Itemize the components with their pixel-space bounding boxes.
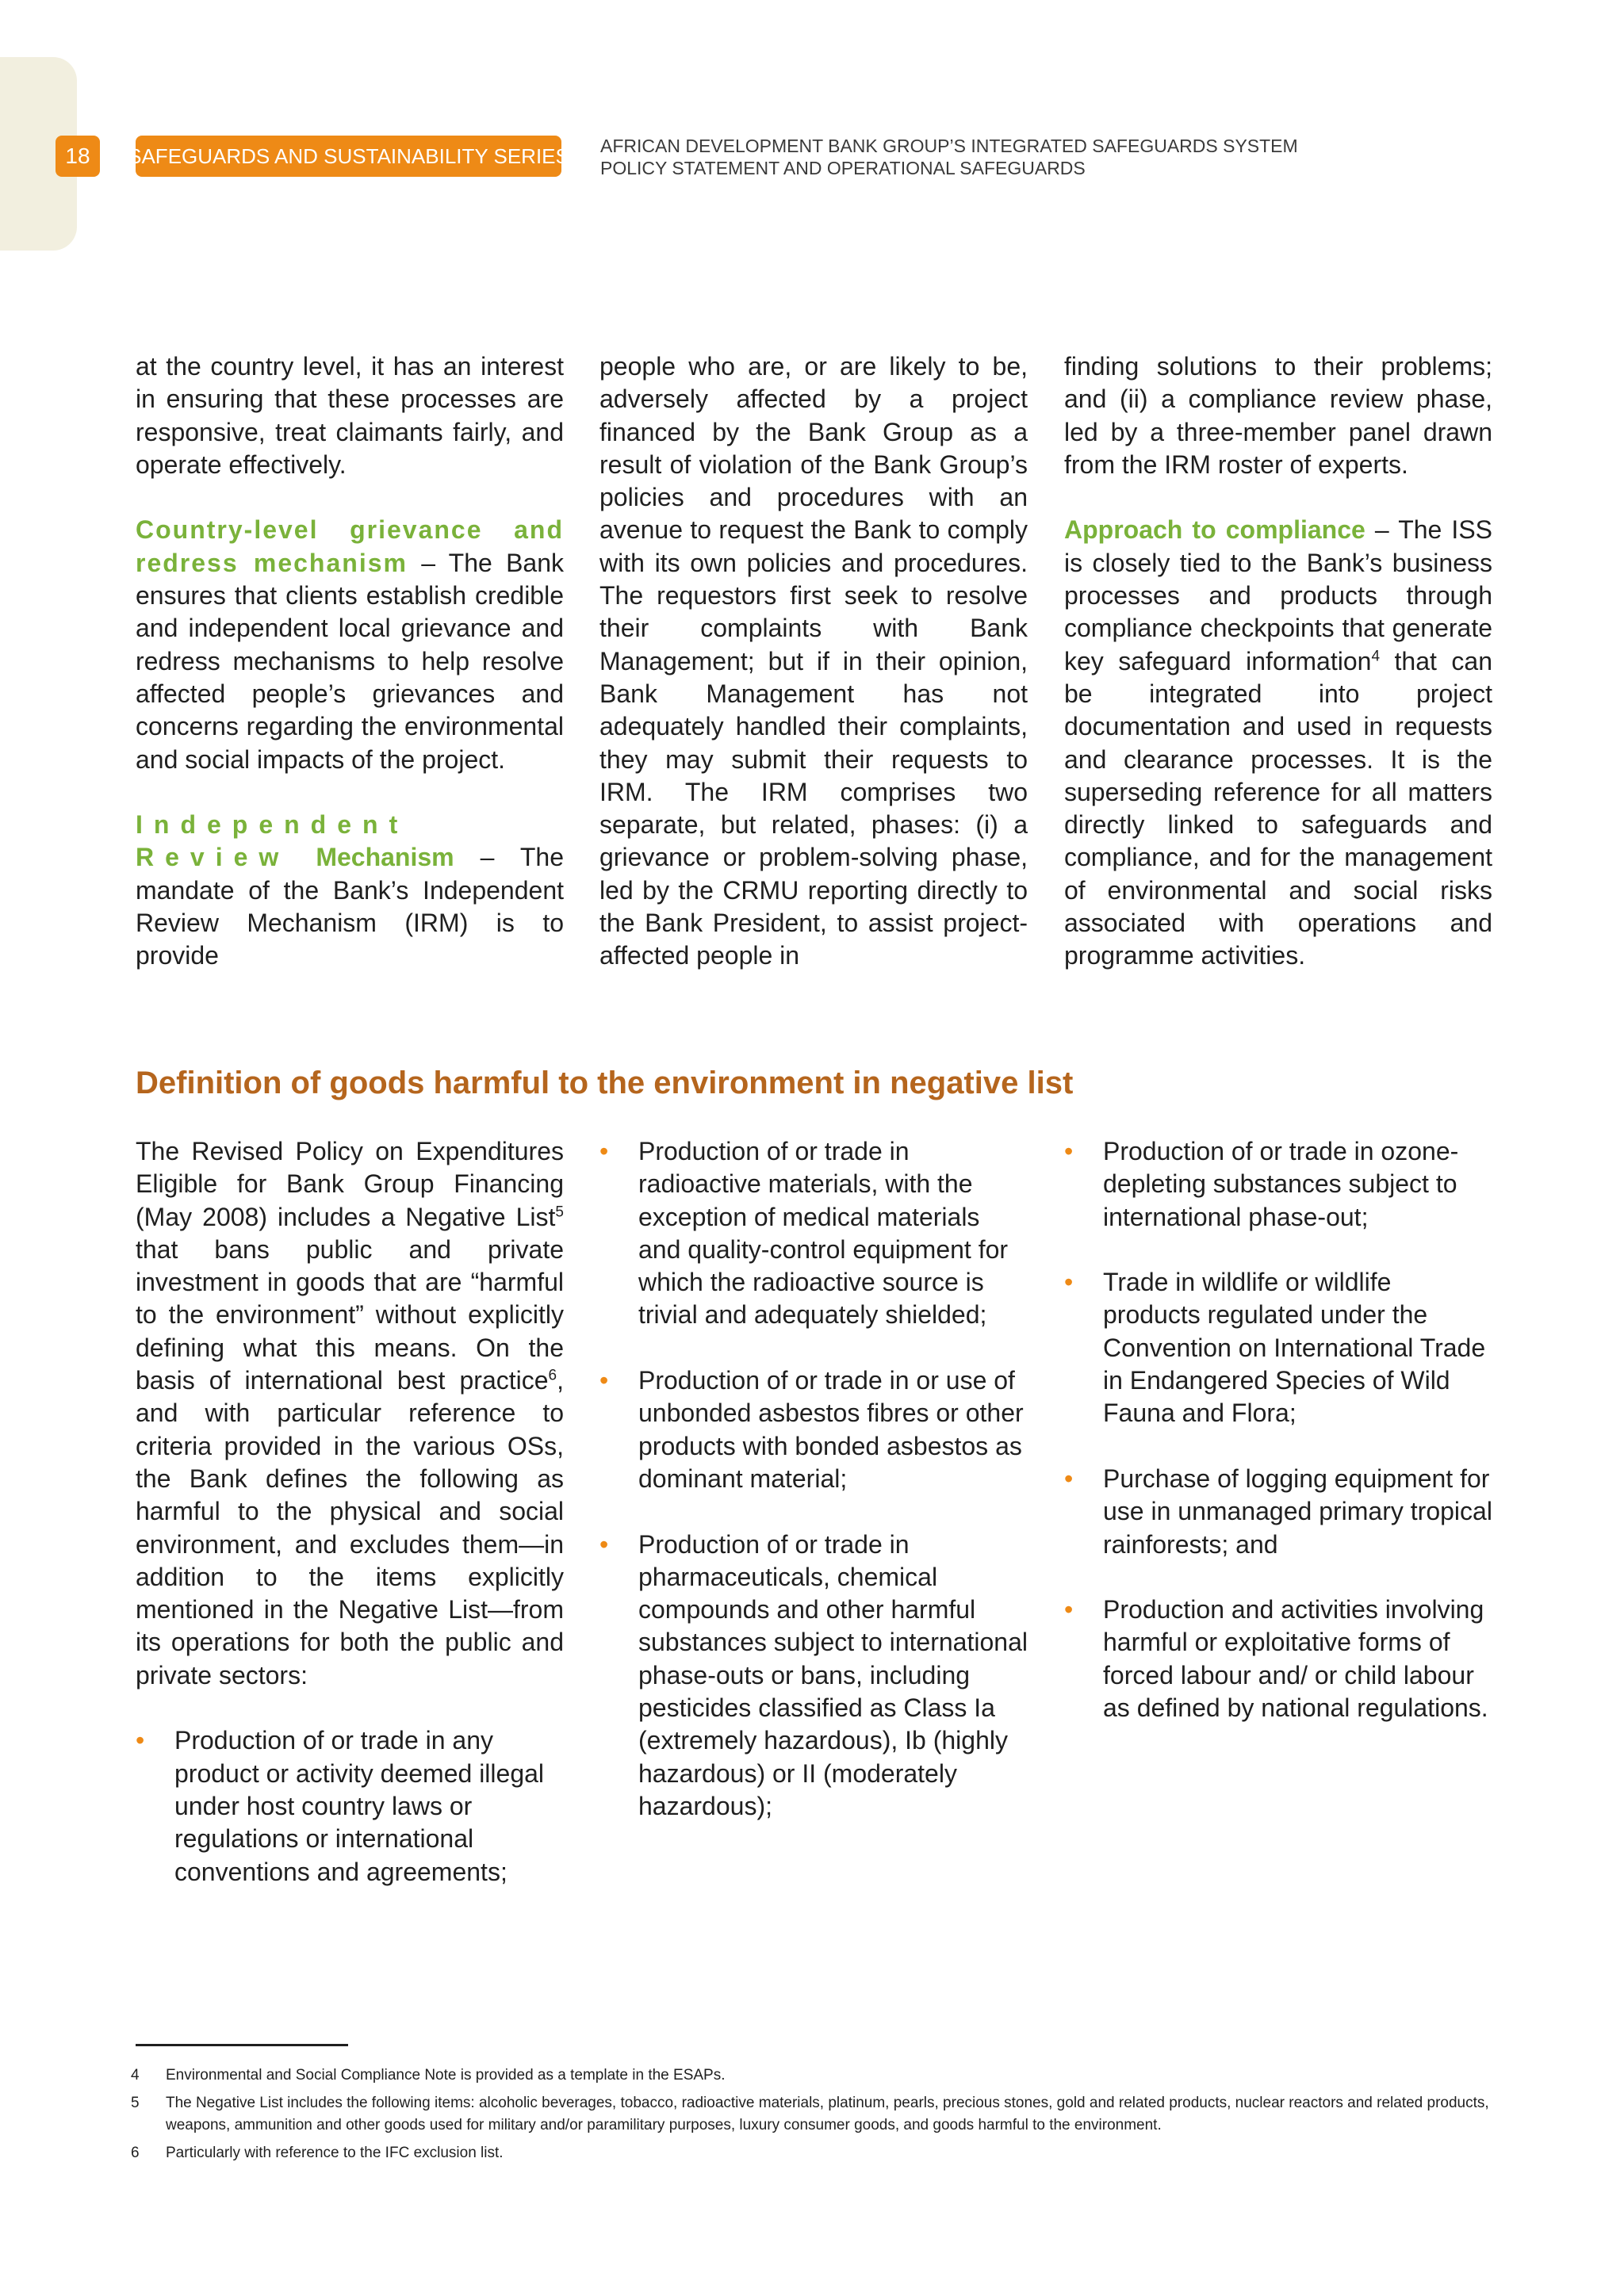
bullet-icon: • <box>1064 1268 1074 1297</box>
page-number: 18 <box>56 136 100 177</box>
bullet-icon: • <box>599 1529 609 1559</box>
top-column-3 <box>1064 350 1492 973</box>
compliance-heading: Approach to compliance <box>1064 515 1365 545</box>
col3-intro: finding solutions to their problems; and (ii) a compliance review phase, led by a three-member panel drawn from the IRM roster of experts. <box>1064 352 1492 479</box>
footnote-ref-5: 5 <box>555 1203 564 1220</box>
list-item: • Trade in wildlife or wildlife products regulated under the Convention on International Trade in Endangered Species of Wild Fauna and Flora; <box>1064 1268 1486 1428</box>
series-badge: SAFEGUARDS AND SUSTAINABILITY SERIES <box>136 136 561 177</box>
bottom-column-3 <box>1064 1135 1492 1758</box>
top-column-1 <box>136 350 564 973</box>
bullet-icon: • <box>136 1726 145 1755</box>
section-title: Definition of goods harmful to the environment in negative list <box>136 1066 1074 1100</box>
list-item: • Purchase of logging equipment for use in unmanaged primary tropical rainforests; and <box>1064 1464 1492 1559</box>
irm-heading <box>136 810 454 871</box>
top-column-2 <box>599 350 1028 973</box>
bullet-icon: • <box>1064 1464 1074 1493</box>
compliance-paragraph <box>1064 514 1492 972</box>
compliance-text-a: – The ISS is closely tied to the Bank’s business processes and products through compliance checkpoints that generate key safeguard information <box>1064 515 1493 675</box>
grievance-text: – The Bank ensures that clients establish credible and independent local grievance and redress mechanisms to help resolve affected people’s grievances and concerns regarding the environmental and social impacts of the project. <box>136 548 565 774</box>
footnote-5: 5 The Negative List includes the following items: alcoholic beverages, tobacco, radioactive materials, platinum, pearls, precious stones, gold and related products, nuclear reactors and related products, weapons, ammunition and other goods used for military and/or paramilitary purposes, luxury consumer goods, and goods harmful to the environment. <box>131 2095 1489 2133</box>
publication-line-1: AFRICAN DEVELOPMENT BANK GROUP’S INTEGRATED SAFEGUARDS SYSTEM <box>600 136 1298 156</box>
negative-list-intro: The Revised Policy on Expenditures Eligible for Bank Group Financing (May 2008) includes a Negative List$^5$ that bans public and private investment in goods that are “harmful to the environment” without explicitly defining what this means. On the basis of international best practice$^6$, and with particular reference to criteria provided in the various OSs, the Bank defines the following as harmful to the physical and social environment, and excludes them—in addition to the items explicitly mentioned in the Negative List—from its operations for both the public and private sectors: <box>136 1137 564 1689</box>
footnotes <box>131 2064 1495 2170</box>
grievance-heading: Country-level grievance and redress mechanism <box>136 515 564 577</box>
list-item: • Production of or trade in ozone-depleting substances subject to international phase-out; <box>1064 1137 1459 1231</box>
list-item: • Production of or trade in or use of unbonded asbestos fibres or other products with bonded asbestos as dominant material; <box>599 1366 1024 1493</box>
bottom-column-2 <box>599 1135 1028 1856</box>
footnote-4: 4 Environmental and Social Compliance Note is provided as a template in the ESAPs. <box>131 2067 726 2084</box>
footnote-ref-6: 6 <box>548 1367 557 1384</box>
footnote-ref-4: 4 <box>1371 648 1381 665</box>
bullet-icon: • <box>599 1137 609 1165</box>
list-item: • Production and activities involving harmful or exploitative forms of forced labour and/ or child labour as defined by national regulations. <box>1064 1595 1488 1723</box>
list-item: • Production of or trade in radioactive materials, with the exception of medical materials and quality-control equipment for which the radioactive source is trivial and adequately shielded; <box>599 1137 1009 1330</box>
publication-header <box>600 135 1298 179</box>
bullet-icon: • <box>599 1366 609 1395</box>
irm-heading-word-1: Independent Review <box>136 810 409 872</box>
footnote-6: 6 Particularly with reference to the IFC exclusion list. <box>131 2145 504 2161</box>
list-item: • Production of or trade in any product or activity deemed illegal under host country laws or regulations or international conventions and agreements; <box>136 1726 545 1886</box>
irm-heading-word-2: Mechanism <box>316 843 454 872</box>
list-item: • Production of or trade in pharmaceuticals, chemical compounds and other harmful substances subject to international phase-outs or bans, including pesticides classified as Class Ia (extremely hazardous), Ib (highly hazardous) or II (moderately hazardous); <box>599 1529 1028 1820</box>
bottom-column-1 <box>136 1135 564 1921</box>
grievance-paragraph <box>136 514 564 775</box>
publication-line-2: POLICY STATEMENT AND OPERATIONAL SAFEGUARDS <box>600 158 1086 178</box>
footnote-divider <box>136 2044 348 2046</box>
irm-text: – The mandate of the Bank’s Independent Review Mechanism (IRM) is to provide <box>136 843 565 970</box>
irm-paragraph <box>136 809 564 972</box>
bullet-icon: • <box>1064 1137 1074 1165</box>
col1-intro: at the country level, it has an interest in ensuring that these processes are responsive, treat claimants fairly, and operate effectively. <box>136 352 564 479</box>
compliance-text-b: that can be integrated into project documentation and used in requests and clearance processes. It is the superseding reference for all matters directly linked to safeguards and compliance, and for the management of environmental and social risks associated with operations and programme activities. <box>1064 646 1492 970</box>
bullet-icon: • <box>1064 1595 1074 1624</box>
col2-text: people who are, or are likely to be, adversely affected by a project financed by the Bank Group as a result of violation of the Bank Group’s policies and procedures with an avenue to request the Bank to comply with its own policies and procedures. The requestors first seek to resolve their complaints with Bank Management; but if in their opinion, Bank Management has not adequately handled their complaints, they may submit their requests to IRM. The IRM comprises two separate, but related, phases: (i) a grievance or problem-solving phase, led by the CRMU reporting directly to the Bank President, to assist project-affected people in <box>599 352 1028 970</box>
